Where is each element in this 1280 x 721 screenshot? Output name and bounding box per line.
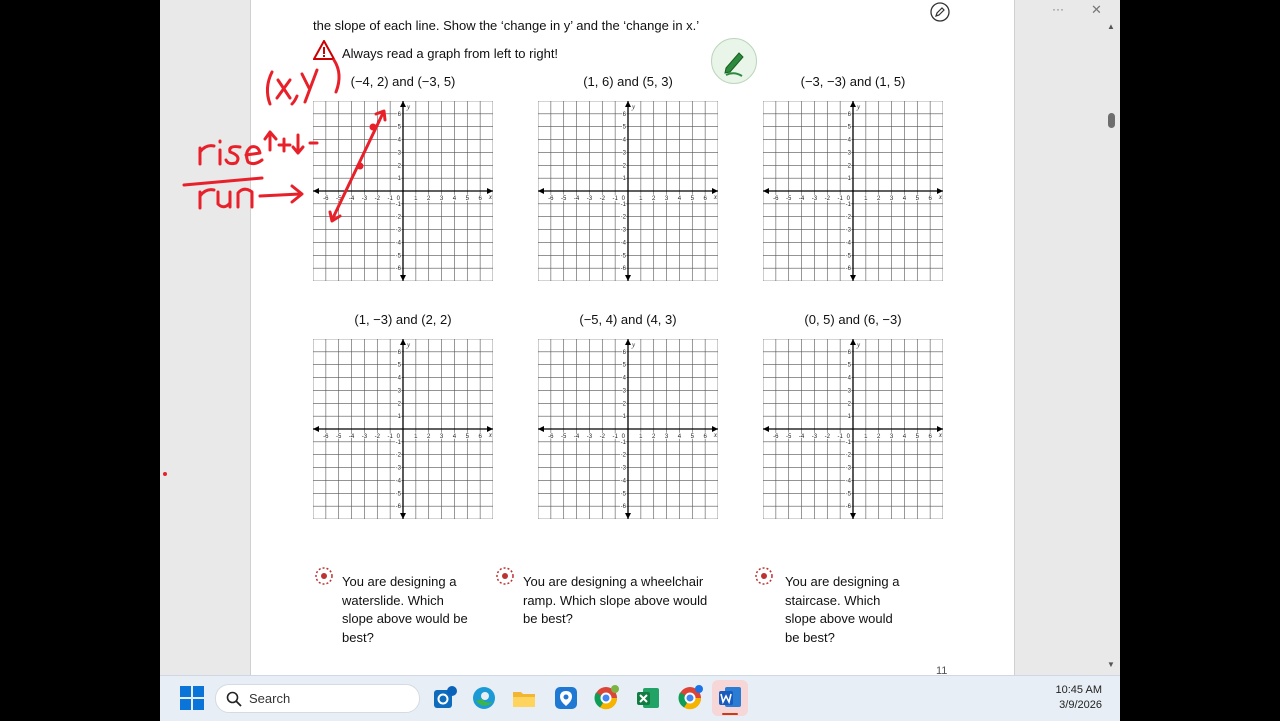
y-axis-label: y [632,341,636,349]
y-tick-label: 6 [847,111,851,118]
y-axis-arrow [850,339,856,345]
coordinate-grid-6[interactable] [763,339,943,519]
y-tick-label: -2 [845,452,851,459]
graph-label-1: (−4, 2) and (−3, 5) [350,74,456,89]
y-axis-arrow [625,513,631,519]
scenario-line: best? [342,629,374,645]
page-number: 11 [936,665,948,675]
y-tick-label: -3 [845,227,851,234]
x-tick-label: -6 [548,196,554,202]
coordinate-grid-3[interactable] [763,101,943,281]
y-axis-arrow [625,101,631,107]
coordinate-grid-4[interactable] [313,339,493,519]
system-clock[interactable] [1056,683,1102,713]
pen-icon [712,39,756,83]
y-tick-label: -6 [845,266,851,273]
x-tick-label: 3 [439,434,444,440]
y-tick-label: -4 [845,240,851,247]
x-tick-label: -4 [798,434,805,440]
coordinate-grid-5[interactable] [538,339,718,519]
x-axis-label: x [488,431,492,439]
x-axis-label: x [713,431,717,439]
y-tick-label: -5 [620,491,626,498]
y-tick-label: -6 [395,266,401,273]
scenario-staircase [785,573,899,647]
x-tick-label: 6 [928,196,932,202]
scroll-up-icon[interactable]: ▲ [1107,22,1115,31]
scenario-line: waterslide. Which [342,592,444,608]
x-tick-label: -1 [837,196,843,202]
windows-start-icon[interactable] [178,684,206,712]
edge-icon[interactable] [470,684,498,712]
y-tick-label: 5 [622,124,626,131]
x-tick-label: 3 [889,196,894,202]
x-tick-label: -2 [374,196,380,202]
graph-label-3: (−3, −3) and (1, 5) [800,74,906,89]
x-tick-label: 5 [915,434,919,440]
x-tick-label: -2 [599,434,605,440]
scenario-line: slope above would [785,611,893,626]
x-tick-label: -4 [573,434,580,440]
x-tick-label: 2 [427,196,431,202]
y-tick-label: 1 [622,414,626,421]
graph-label-4: (1, −3) and (2, 2) [354,312,452,327]
x-tick-label: 5 [690,434,694,440]
x-tick-label: -1 [387,196,393,202]
y-tick-label: 1 [397,414,401,421]
y-tick-label: 4 [397,137,401,144]
chrome-profile-icon[interactable] [676,684,704,712]
y-tick-label: -2 [845,214,851,221]
y-tick-label: -5 [395,491,401,498]
graph-label-2: (1, 6) and (5, 3) [583,74,673,89]
x-tick-label: 6 [478,434,482,440]
y-tick-label: -5 [620,253,626,260]
y-axis-arrow [850,275,856,281]
thinking-icon [753,566,775,586]
x-tick-label: 1 [414,196,418,202]
taskbar [160,675,1120,721]
y-tick-label: 5 [847,124,851,131]
ink-stroke [226,147,240,164]
word-icon [712,680,748,716]
x-tick-label: -5 [336,434,342,440]
x-tick-label: -2 [374,434,380,440]
y-tick-label: -4 [395,240,401,247]
x-tick-label: 3 [439,196,444,202]
origin-label: 0 [846,196,850,202]
x-tick-label: 6 [703,434,707,440]
graph-label-6: (0, 5) and (6, −3) [804,312,902,327]
thinking-icon [313,566,335,586]
x-tick-label: 4 [677,434,682,440]
x-axis-label: x [938,431,942,439]
x-tick-label: 2 [427,434,431,440]
y-tick-label: 6 [847,349,851,356]
x-tick-label: 4 [452,196,457,202]
graph-label-5: (−5, 4) and (4, 3) [579,312,677,327]
scenario-line: be best? [785,629,835,645]
search-icon [226,691,242,707]
x-tick-label: -4 [348,434,355,440]
app-window [160,0,1120,720]
y-tick-label: -4 [845,478,851,485]
y-tick-label: 2 [397,401,401,408]
y-tick-label: 4 [847,137,851,144]
edit-icon[interactable] [929,1,951,23]
scenario-line: slope above would be [342,611,468,626]
y-axis-arrow [850,513,856,519]
scenario-line: be best? [523,611,573,626]
scenario-waterslide [342,573,468,647]
x-tick-label: -1 [837,434,843,440]
y-tick-label: -1 [620,439,626,446]
origin-label: 0 [846,434,850,440]
x-tick-label: -2 [824,196,830,202]
x-tick-label: 1 [414,434,418,440]
thinking-icon [494,566,516,586]
y-tick-label: -3 [395,227,401,234]
scenario-wheelchair-ramp [523,573,707,629]
y-tick-label: 3 [397,388,401,395]
y-tick-label: 6 [397,111,401,118]
x-tick-label: -3 [361,196,368,202]
y-axis-arrow [400,339,406,345]
y-tick-label: 2 [622,163,626,170]
y-tick-label: 6 [397,349,401,356]
y-tick-label: -1 [620,201,626,208]
x-tick-label: 3 [664,196,669,202]
y-tick-label: 6 [622,349,626,356]
x-tick-label: -6 [323,434,329,440]
y-axis-arrow [625,275,631,281]
y-tick-label: 1 [622,176,626,183]
y-tick-label: -6 [845,504,851,511]
y-axis-arrow [400,101,406,107]
x-tick-label: 1 [864,434,868,440]
x-axis-arrow [763,426,769,432]
y-tick-label: 4 [622,137,626,144]
y-tick-label: -3 [620,465,626,472]
x-axis-label: x [938,193,942,201]
x-tick-label: -5 [561,196,567,202]
x-tick-label: 2 [877,434,881,440]
y-tick-label: -4 [395,478,401,485]
search-placeholder: Search [249,691,291,706]
clock-time: 10:45 AM [1055,684,1102,696]
coordinate-grid-2[interactable] [538,101,718,281]
warning-icon [313,40,335,60]
x-tick-label: 2 [652,434,656,440]
x-axis-arrow [763,188,769,194]
maps-icon[interactable] [552,684,580,712]
instruction-text: the slope of each line. Show the ‘change in y’ and the ‘change in x.’ [313,18,700,33]
clock-date: 3/9/2026 [1059,699,1102,711]
x-tick-label: 6 [928,434,932,440]
x-tick-label: 1 [639,434,643,440]
y-tick-label: -6 [395,504,401,511]
y-tick-label: 1 [847,176,851,183]
y-tick-label: 3 [622,388,626,395]
ink-stroke [200,146,214,164]
x-tick-label: -6 [548,434,554,440]
x-tick-label: 3 [889,434,894,440]
y-axis-label: y [407,103,411,111]
coordinate-grid-1[interactable] [313,101,493,281]
y-axis-arrow [400,513,406,519]
ink-stroke [200,190,214,208]
origin-label: 0 [396,196,400,202]
y-tick-label: 2 [397,163,401,170]
origin-label: 0 [396,434,400,440]
x-tick-label: -1 [612,434,618,440]
y-tick-label: 2 [622,401,626,408]
y-tick-label: -3 [395,465,401,472]
x-tick-label: 4 [677,196,682,202]
y-tick-label: -3 [845,465,851,472]
y-tick-label: 5 [622,362,626,369]
x-axis-arrow [538,188,544,194]
y-tick-label: -5 [845,491,851,498]
ink-stroke [218,192,230,207]
y-tick-label: 3 [847,388,851,395]
y-tick-label: -1 [395,439,401,446]
y-axis-arrow [625,339,631,345]
x-tick-label: -4 [348,196,355,202]
y-tick-label: -1 [395,201,401,208]
y-tick-label: -1 [845,201,851,208]
x-tick-label: 2 [652,196,656,202]
pen-tool-button[interactable] [711,38,757,84]
x-tick-label: 6 [703,196,707,202]
vertical-scrollbar[interactable] [1105,18,1119,675]
x-tick-label: -6 [773,196,779,202]
scroll-thumb[interactable] [1108,113,1115,128]
x-tick-label: -1 [612,196,618,202]
y-axis-label: y [632,103,636,111]
x-tick-label: 5 [465,196,469,202]
x-axis-arrow [313,188,319,194]
x-tick-label: -5 [336,196,342,202]
origin-label: 0 [621,196,625,202]
y-tick-label: 5 [397,362,401,369]
x-tick-label: 4 [902,434,907,440]
x-tick-label: -4 [798,196,805,202]
scroll-down-icon[interactable]: ▼ [1107,660,1115,669]
x-tick-label: -3 [811,196,818,202]
x-tick-label: 1 [864,196,868,202]
y-tick-label: -5 [395,253,401,260]
y-axis-label: y [857,103,861,111]
x-axis-arrow [538,426,544,432]
x-axis-label: x [488,193,492,201]
scenario-line: You are designing a wheelchair [523,574,704,589]
y-tick-label: -2 [620,452,626,459]
scenario-line: You are designing a [342,574,457,589]
y-tick-label: 4 [397,375,401,382]
x-tick-label: 5 [690,196,694,202]
y-tick-label: 2 [847,163,851,170]
close-icon[interactable]: ✕ [1091,2,1102,17]
y-tick-label: 3 [847,150,851,157]
excel-icon[interactable] [634,684,662,712]
y-tick-label: -6 [620,266,626,273]
y-tick-label: 6 [622,111,626,118]
x-tick-label: -1 [387,434,393,440]
x-tick-label: -4 [573,196,580,202]
y-tick-label: -3 [620,227,626,234]
x-tick-label: 5 [915,196,919,202]
chrome-icon[interactable] [592,684,620,712]
y-tick-label: 4 [847,375,851,382]
word-app-active[interactable] [712,680,748,716]
ink-dot [163,472,167,476]
x-tick-label: 6 [478,196,482,202]
x-tick-label: -6 [323,196,329,202]
x-tick-label: -3 [811,434,818,440]
x-tick-label: -2 [824,434,830,440]
y-tick-label: 1 [847,414,851,421]
x-axis-label: x [713,193,717,201]
x-axis-arrow [313,426,319,432]
y-tick-label: 4 [622,375,626,382]
x-tick-label: -3 [586,196,593,202]
y-axis-arrow [400,275,406,281]
y-tick-label: 1 [397,176,401,183]
y-tick-label: 5 [847,362,851,369]
document-page[interactable] [250,0,1015,675]
x-tick-label: 2 [877,196,881,202]
y-axis-label: y [407,341,411,349]
x-tick-label: -5 [786,434,792,440]
scenario-line: You are designing a [785,574,900,589]
y-tick-label: 3 [397,150,401,157]
x-tick-label: -3 [361,434,368,440]
y-tick-label: -1 [845,439,851,446]
x-tick-label: -5 [786,196,792,202]
y-tick-label: -5 [845,253,851,260]
y-tick-label: -2 [395,452,401,459]
scenario-line: ramp. Which slope above would [523,592,708,608]
x-tick-label: 3 [664,434,669,440]
y-tick-label: 3 [622,150,626,157]
search-box[interactable] [215,684,420,713]
x-tick-label: -5 [561,434,567,440]
x-tick-label: 5 [465,434,469,440]
warning-text: Always read a graph from left to right! [342,46,559,61]
x-tick-label: 4 [902,196,907,202]
x-tick-label: 1 [639,196,643,202]
y-tick-label: -2 [620,214,626,221]
x-tick-label: -3 [586,434,593,440]
y-tick-label: -6 [620,504,626,511]
y-tick-label: -2 [395,214,401,221]
scenario-line: staircase. Which [785,592,881,608]
y-tick-label: -4 [620,478,626,485]
x-tick-label: -6 [773,434,779,440]
x-tick-label: 4 [452,434,457,440]
y-tick-label: 2 [847,401,851,408]
y-axis-arrow [850,101,856,107]
y-axis-label: y [857,341,861,349]
y-tick-label: 5 [397,124,401,131]
file-explorer-icon[interactable] [510,684,538,712]
x-tick-label: -2 [599,196,605,202]
y-tick-label: -4 [620,240,626,247]
ellipsis-icon[interactable]: ··· [1052,2,1064,16]
origin-label: 0 [621,434,625,440]
outlook-icon[interactable] [430,684,458,712]
